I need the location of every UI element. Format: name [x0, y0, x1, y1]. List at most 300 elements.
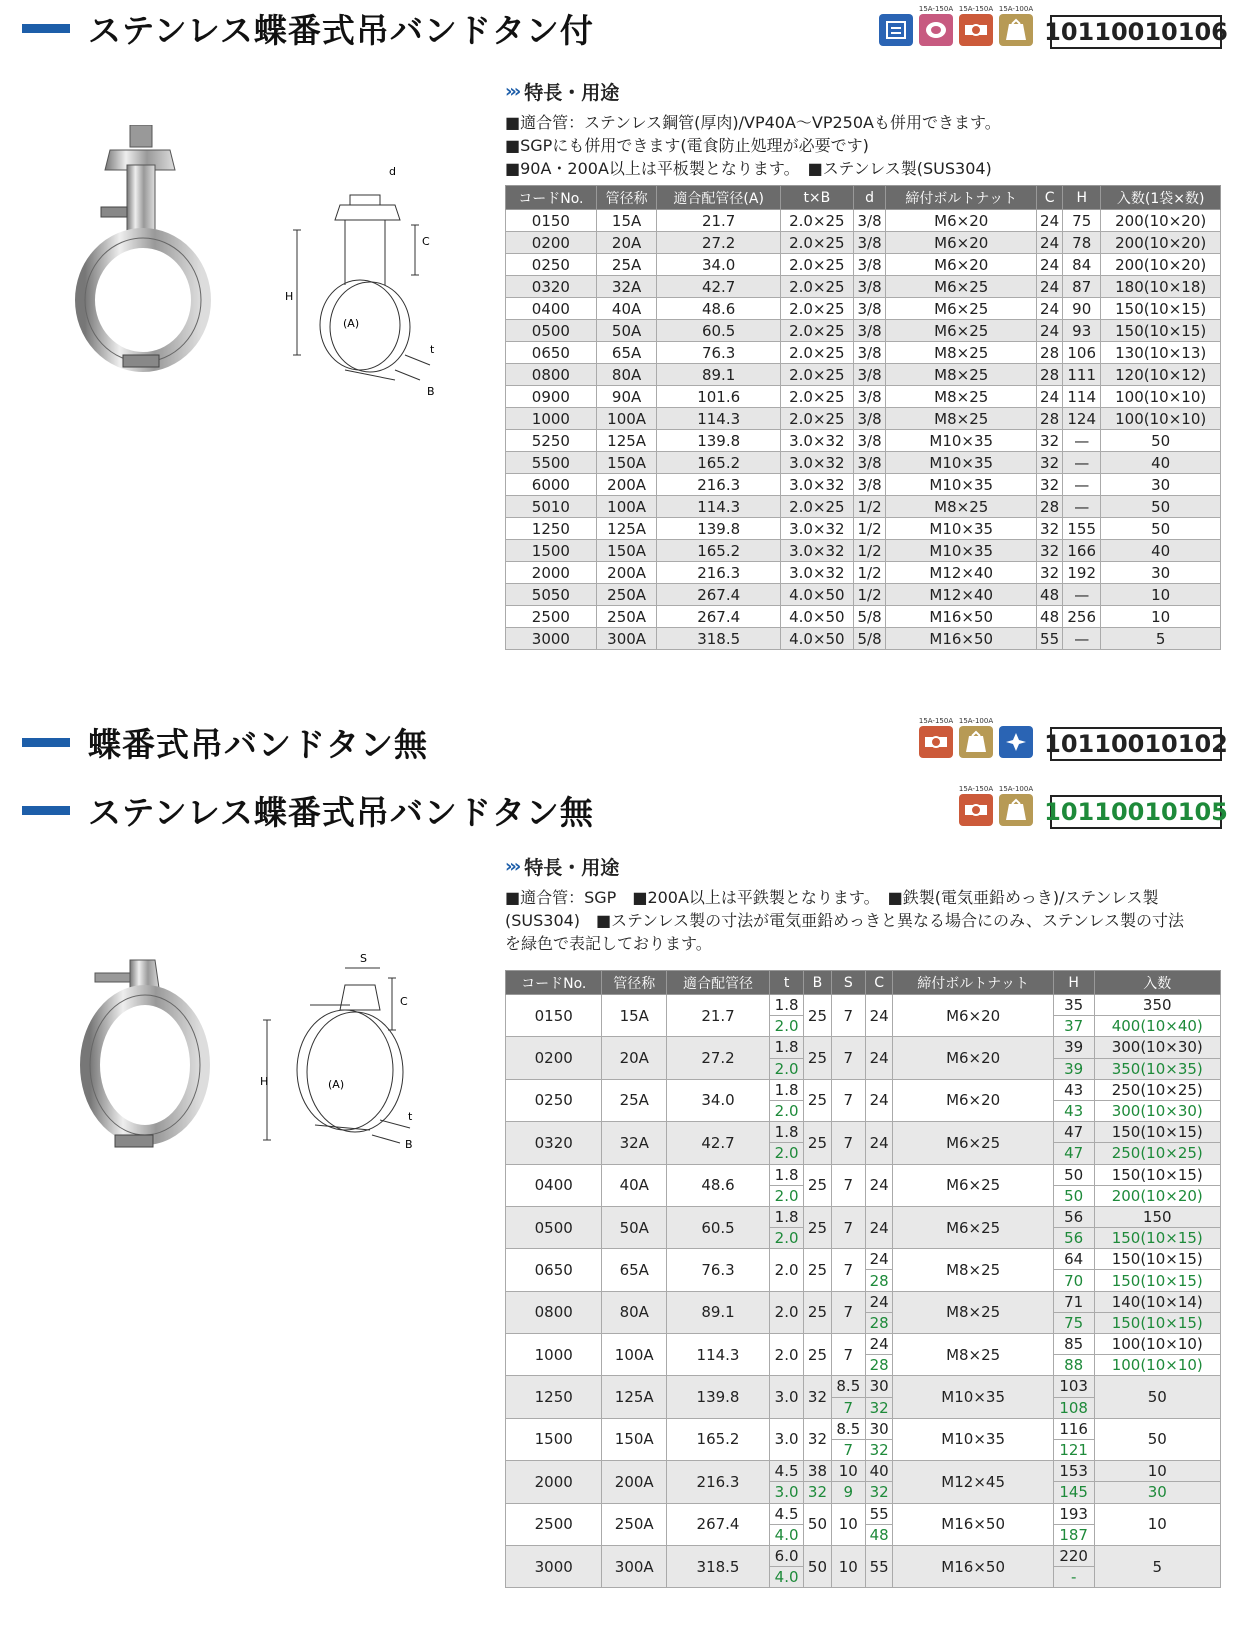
table-cell: 50 [1053, 1164, 1094, 1185]
table-row [506, 210, 1221, 232]
features-heading: ››› 特長・用途 [505, 856, 620, 879]
table-cell: 0400 [506, 298, 597, 320]
table-cell: 3000 [506, 1545, 602, 1587]
table-cell: 155 [1063, 518, 1101, 540]
table-cell: 150A [596, 540, 657, 562]
table-cell: 111 [1063, 364, 1101, 386]
table-cell: 42.7 [657, 276, 780, 298]
table-cell: M8×25 [886, 364, 1037, 386]
table-cell: 50 [804, 1545, 832, 1587]
table-cell: 0320 [506, 1122, 602, 1164]
table-cell: 80A [596, 364, 657, 386]
table-cell: 3/8 [853, 276, 885, 298]
table-cell: 3.0×32 [780, 430, 853, 452]
table-cell: 1.8 [770, 1079, 804, 1100]
table-cell: 25 [804, 995, 832, 1037]
diagram-label-c: C [422, 235, 430, 248]
section3-code: 10110010105 [1050, 795, 1222, 829]
table-header: 入数(1袋×数) [1101, 186, 1221, 210]
feature-line: ■90A・200A以上は平板製となります。 ■ステンレス製(SUS304) [505, 159, 992, 178]
table-cell: 25 [804, 1206, 832, 1248]
section3-icons [958, 784, 1034, 826]
table-cell: 10 [831, 1545, 865, 1587]
table-header: コードNo. [506, 971, 602, 995]
table-cell: 28 [865, 1270, 893, 1291]
table-cell: 125A [596, 430, 657, 452]
table-row [506, 1122, 1221, 1143]
table-row [506, 1249, 1221, 1270]
table-cell: M12×45 [893, 1461, 1053, 1503]
table-cell: M8×25 [886, 496, 1037, 518]
table-cell: 200A [596, 562, 657, 584]
table-cell: 4.0 [770, 1524, 804, 1545]
table-cell: 100(10×10) [1094, 1355, 1221, 1376]
table-row [506, 518, 1221, 540]
table-row [506, 342, 1221, 364]
table-cell: 2.0 [770, 1016, 804, 1037]
table-cell: 34.0 [667, 1079, 770, 1121]
table-header: コードNo. [506, 186, 597, 210]
table-cell: M8×25 [886, 408, 1037, 430]
table-cell: 2.0×25 [780, 298, 853, 320]
table-cell: 6.0 [770, 1545, 804, 1566]
table-cell: — [1063, 430, 1101, 452]
table-cell: 64 [1053, 1249, 1094, 1270]
diagram-label-s: S [360, 952, 367, 965]
table-cell: 43 [1053, 1079, 1094, 1100]
table-cell: 267.4 [657, 584, 780, 606]
table-cell: 139.8 [657, 430, 780, 452]
feature-line: ■SGPにも併用できます(電食防止処理が必要です) [505, 136, 869, 155]
table-cell: 7 [831, 1334, 865, 1376]
table-cell: M6×25 [893, 1122, 1053, 1164]
table-cell: M10×35 [886, 540, 1037, 562]
table-cell: M6×20 [886, 232, 1037, 254]
diagram-label-a: (A) [328, 1078, 345, 1091]
table-header: 締付ボルトナット [886, 186, 1037, 210]
table-row [506, 1376, 1221, 1397]
table-cell: 1.8 [770, 1164, 804, 1185]
section2-title [22, 722, 428, 762]
table-cell: 2.0 [770, 1185, 804, 1206]
table-cell: - [1053, 1567, 1094, 1588]
table-cell: 90A [596, 386, 657, 408]
table-cell: M8×25 [893, 1334, 1053, 1376]
table-cell: 150(10×15) [1094, 1122, 1221, 1143]
table-cell: M16×50 [893, 1503, 1053, 1545]
table-cell: 88 [1053, 1355, 1094, 1376]
table-cell: 1250 [506, 1376, 602, 1418]
section2-code: 10110010102 [1050, 727, 1222, 761]
table-cell: 2.0 [770, 1228, 804, 1249]
section2-title-text: 蝶番式吊バンドタン無 [88, 724, 428, 764]
table-row [506, 430, 1221, 452]
bag-icon-badge [999, 14, 1033, 46]
table-cell: M10×35 [893, 1418, 1053, 1460]
table-cell: 7 [831, 1249, 865, 1291]
section1-dimension-diagram [285, 165, 465, 410]
table-cell: 166 [1063, 540, 1101, 562]
table-row [506, 1418, 1221, 1439]
table-cell: 5/8 [853, 606, 885, 628]
table-cell: 28 [1037, 408, 1063, 430]
table-cell: 0900 [506, 386, 597, 408]
table-cell: 3/8 [853, 342, 885, 364]
table-cell: M8×25 [893, 1249, 1053, 1291]
table-cell: 2.0 [770, 1100, 804, 1121]
table-cell: 130(10×13) [1101, 342, 1221, 364]
icon-range-label: 15A-150A [918, 5, 954, 13]
table-cell: 43 [1053, 1100, 1094, 1121]
table-row [506, 496, 1221, 518]
table-header: H [1053, 971, 1094, 995]
table-cell: 150A [596, 452, 657, 474]
section3-title [22, 790, 594, 830]
table-cell: 3/8 [853, 254, 885, 276]
table-header: C [1037, 186, 1063, 210]
table-cell: 50 [804, 1503, 832, 1545]
bag-icon-badge [959, 726, 993, 758]
table-cell: 25 [804, 1249, 832, 1291]
table-cell: 350 [1094, 995, 1221, 1016]
table-cell: 1500 [506, 540, 597, 562]
band-clamp-icon-badge [919, 726, 953, 758]
table-cell: 32 [1037, 562, 1063, 584]
table-cell: 24 [865, 1206, 893, 1248]
seal-ring-icon-badge [919, 14, 953, 46]
table-row [506, 1334, 1221, 1355]
icon-range-label: 15A-150A [958, 785, 994, 793]
table-cell: 20A [602, 1037, 667, 1079]
table-cell: 1/2 [853, 518, 885, 540]
table-cell: 10 [1101, 584, 1221, 606]
table-cell: 121 [1053, 1439, 1094, 1460]
title-bar [22, 738, 70, 747]
table-cell: 200A [602, 1461, 667, 1503]
table-cell: 48.6 [667, 1164, 770, 1206]
section1-title-text: ステンレス蝶番式吊バンドタン付 [88, 10, 594, 50]
table-cell: 139.8 [657, 518, 780, 540]
table-cell: 1.8 [770, 995, 804, 1016]
table-cell: 85 [1053, 1334, 1094, 1355]
table-cell: 32 [865, 1397, 893, 1418]
table-cell: 84 [1063, 254, 1101, 276]
table-cell: 0320 [506, 276, 597, 298]
table-cell: 48 [1037, 584, 1063, 606]
table-cell: 25 [804, 1164, 832, 1206]
table-cell: M10×35 [886, 430, 1037, 452]
table-cell: 3.0 [770, 1376, 804, 1418]
table-cell: 21.7 [667, 995, 770, 1037]
table-cell: 25 [804, 1079, 832, 1121]
table-cell: 0650 [506, 1249, 602, 1291]
table-cell: M10×35 [886, 474, 1037, 496]
table-row [506, 408, 1221, 430]
table-cell: 78 [1063, 232, 1101, 254]
table-cell: 2.0×25 [780, 364, 853, 386]
table-cell: 4.0×50 [780, 628, 853, 650]
table-cell: 27.2 [657, 232, 780, 254]
table-cell: 250A [596, 606, 657, 628]
table-cell: 0150 [506, 995, 602, 1037]
table-cell: 0250 [506, 254, 597, 276]
table-cell: 150(10×15) [1094, 1270, 1221, 1291]
table-cell: 250(10×25) [1094, 1143, 1221, 1164]
table-cell: 55 [865, 1503, 893, 1524]
table-cell: 25A [602, 1079, 667, 1121]
section3-spec-table [505, 970, 1221, 1588]
table-cell: 150(10×15) [1101, 298, 1221, 320]
table-cell: 300A [596, 628, 657, 650]
table-cell: 50 [1094, 1376, 1221, 1418]
table-cell: 165.2 [667, 1418, 770, 1460]
table-cell: 5250 [506, 430, 597, 452]
table-cell: 32A [596, 276, 657, 298]
table-cell: 50 [1101, 496, 1221, 518]
table-cell: 216.3 [657, 474, 780, 496]
table-cell: 87 [1063, 276, 1101, 298]
table-cell: 30 [865, 1376, 893, 1397]
table-header: 締付ボルトナット [893, 971, 1053, 995]
table-row [506, 995, 1221, 1016]
table-cell: 100A [596, 408, 657, 430]
table-cell: 100A [596, 496, 657, 518]
diagram-label-d: d [389, 165, 396, 178]
table-cell: 25 [804, 1334, 832, 1376]
table-cell: 80A [602, 1291, 667, 1333]
rakuraku-icon-badge [879, 14, 913, 46]
table-cell: 114 [1063, 386, 1101, 408]
table-cell: 25A [596, 254, 657, 276]
table-cell: 65A [596, 342, 657, 364]
table-cell: 5050 [506, 584, 597, 606]
table-header: 管径称 [602, 971, 667, 995]
table-cell: M6×25 [886, 298, 1037, 320]
table-cell: 106 [1063, 342, 1101, 364]
table-cell: 2.0×25 [780, 342, 853, 364]
table-header: 入数 [1094, 971, 1221, 995]
table-row [506, 232, 1221, 254]
table-cell: 70 [1053, 1270, 1094, 1291]
table-cell: 60.5 [657, 320, 780, 342]
diagram-label-h: H [260, 1075, 269, 1088]
table-cell: 2500 [506, 606, 597, 628]
features-heading: ››› 特長・用途 [505, 81, 620, 104]
table-cell: 187 [1053, 1524, 1094, 1545]
table-cell: 50 [1094, 1418, 1221, 1460]
seal-ring-icon [918, 4, 954, 46]
table-cell: 150(10×15) [1101, 320, 1221, 342]
table-cell: 50 [1053, 1185, 1094, 1206]
table-cell: 3/8 [853, 386, 885, 408]
table-cell: 32 [865, 1439, 893, 1460]
table-cell: M10×35 [886, 452, 1037, 474]
table-cell: 32 [1037, 540, 1063, 562]
table-cell: 3/8 [853, 452, 885, 474]
table-cell: 37 [1053, 1016, 1094, 1037]
feature-line: ■適合管：SGP ■200A以上は平鉄製となります。 ■鉄製(電気亜鉛めっき)/ステンレス製 [505, 888, 1159, 907]
bag-icon-badge [999, 794, 1033, 826]
table-cell: 24 [1037, 298, 1063, 320]
table-cell: 114.3 [657, 408, 780, 430]
table-cell: 2.0×25 [780, 254, 853, 276]
table-cell: 32 [804, 1482, 832, 1503]
table-cell: 250(10×25) [1094, 1079, 1221, 1100]
galvanized-icon-badge [999, 726, 1033, 758]
table-cell: M8×25 [893, 1291, 1053, 1333]
table-cell: 1.8 [770, 1122, 804, 1143]
table-cell: 193 [1053, 1503, 1094, 1524]
table-cell: 2.0 [770, 1291, 804, 1333]
table-cell: 139.8 [667, 1376, 770, 1418]
table-cell: 55 [865, 1545, 893, 1587]
table-cell: 3/8 [853, 364, 885, 386]
table-cell: 34.0 [657, 254, 780, 276]
table-cell: 150(10×15) [1094, 1312, 1221, 1333]
table-cell: 200A [596, 474, 657, 496]
table-cell: 21.7 [657, 210, 780, 232]
table-cell: 165.2 [657, 452, 780, 474]
table-cell: 10 [1094, 1461, 1221, 1482]
table-cell: 250A [596, 584, 657, 606]
table-cell: 24 [865, 1164, 893, 1206]
table-cell: 3/8 [853, 474, 885, 496]
table-cell: 24 [1037, 254, 1063, 276]
table-row [506, 254, 1221, 276]
section3-title-text: ステンレス蝶番式吊バンドタン無 [88, 792, 594, 832]
table-cell: 165.2 [657, 540, 780, 562]
feature-line: を緑色で表記しております。 [505, 934, 712, 953]
table-cell: 200(10×20) [1101, 254, 1221, 276]
table-cell: 200(10×20) [1094, 1185, 1221, 1206]
table-cell: 40 [1101, 452, 1221, 474]
table-cell: 2.0×25 [780, 386, 853, 408]
table-cell: 76.3 [657, 342, 780, 364]
table-cell: 24 [1037, 386, 1063, 408]
table-cell: 267.4 [657, 606, 780, 628]
table-cell: 2.0×25 [780, 210, 853, 232]
table-cell: 28 [1037, 364, 1063, 386]
table-cell: 32 [1037, 518, 1063, 540]
table-cell: 15A [602, 995, 667, 1037]
table-cell: 42.7 [667, 1122, 770, 1164]
rakuraku-icon [878, 4, 914, 46]
table-cell: 10 [1101, 606, 1221, 628]
icon-range-label: 15A-100A [958, 717, 994, 725]
table-cell: — [1063, 584, 1101, 606]
table-cell: 3000 [506, 628, 597, 650]
table-cell: 89.1 [667, 1291, 770, 1333]
table-cell: 153 [1053, 1461, 1094, 1482]
table-cell: 1000 [506, 1334, 602, 1376]
table-cell: 32 [1037, 474, 1063, 496]
table-cell: M6×20 [893, 995, 1053, 1037]
table-cell: 25 [804, 1291, 832, 1333]
table-cell: 216.3 [667, 1461, 770, 1503]
table-cell: 30 [1101, 562, 1221, 584]
table-row [506, 1503, 1221, 1524]
section1-features [505, 78, 1225, 180]
table-cell: 7 [831, 1037, 865, 1079]
table-cell: 100(10×10) [1101, 408, 1221, 430]
table-row [506, 628, 1221, 650]
table-cell: 101.6 [657, 386, 780, 408]
table-cell: 3/8 [853, 320, 885, 342]
table-cell: 100(10×10) [1094, 1334, 1221, 1355]
chevron-right-icon: ››› [505, 856, 519, 877]
table-cell: 4.0 [770, 1567, 804, 1588]
table-cell: 38 [804, 1461, 832, 1482]
table-cell: 56 [1053, 1228, 1094, 1249]
table-cell: 25 [804, 1037, 832, 1079]
table-cell: 71 [1053, 1291, 1094, 1312]
table-cell: 150(10×15) [1094, 1249, 1221, 1270]
table-cell: 300(10×30) [1094, 1037, 1221, 1058]
table-cell: 3.0 [770, 1418, 804, 1460]
table-header: d [853, 186, 885, 210]
table-cell: 220 [1053, 1545, 1094, 1566]
table-cell: 3/8 [853, 210, 885, 232]
table-cell: 1250 [506, 518, 597, 540]
table-header: S [831, 971, 865, 995]
table-cell: M6×20 [893, 1037, 1053, 1079]
table-cell: 50 [1101, 518, 1221, 540]
table-cell: M16×50 [886, 606, 1037, 628]
table-cell: 103 [1053, 1376, 1094, 1397]
table-cell: 1.8 [770, 1037, 804, 1058]
diagram-label-a: (A) [343, 317, 360, 330]
table-cell: 4.5 [770, 1461, 804, 1482]
table-cell: 20A [596, 232, 657, 254]
section2-icons [918, 716, 1034, 758]
table-cell: 4.5 [770, 1503, 804, 1524]
band-clamp-icon [958, 4, 994, 46]
table-cell: M10×35 [893, 1376, 1053, 1418]
table-cell: 150A [602, 1418, 667, 1460]
table-cell: 28 [865, 1355, 893, 1376]
bag-icon [958, 716, 994, 758]
table-cell: 2.0×25 [780, 276, 853, 298]
table-row [506, 364, 1221, 386]
table-cell: 24 [865, 1079, 893, 1121]
table-cell: 5/8 [853, 628, 885, 650]
table-cell: 39 [1053, 1058, 1094, 1079]
table-cell: 300(10×30) [1094, 1100, 1221, 1121]
table-cell: 2.0×25 [780, 320, 853, 342]
table-cell: 24 [865, 1249, 893, 1270]
table-cell: 28 [1037, 342, 1063, 364]
table-cell: 7 [831, 1164, 865, 1206]
table-header: 適合配管径 [667, 971, 770, 995]
table-cell: 1/2 [853, 496, 885, 518]
table-cell: 318.5 [657, 628, 780, 650]
table-cell: 60.5 [667, 1206, 770, 1248]
table-row [506, 1079, 1221, 1100]
table-cell: 10 [831, 1461, 865, 1482]
table-row [506, 452, 1221, 474]
table-cell: 150(10×15) [1094, 1228, 1221, 1249]
section1-icons [878, 4, 1034, 46]
diagram-label-t: t [408, 1110, 413, 1123]
table-cell: 3/8 [853, 298, 885, 320]
table-cell: 32 [865, 1482, 893, 1503]
table-header: t×B [780, 186, 853, 210]
table-cell: M8×25 [886, 386, 1037, 408]
table-cell: 2.0×25 [780, 232, 853, 254]
table-cell: 75 [1053, 1312, 1094, 1333]
table-cell: 7 [831, 1206, 865, 1248]
table-cell: 2.0×25 [780, 408, 853, 430]
